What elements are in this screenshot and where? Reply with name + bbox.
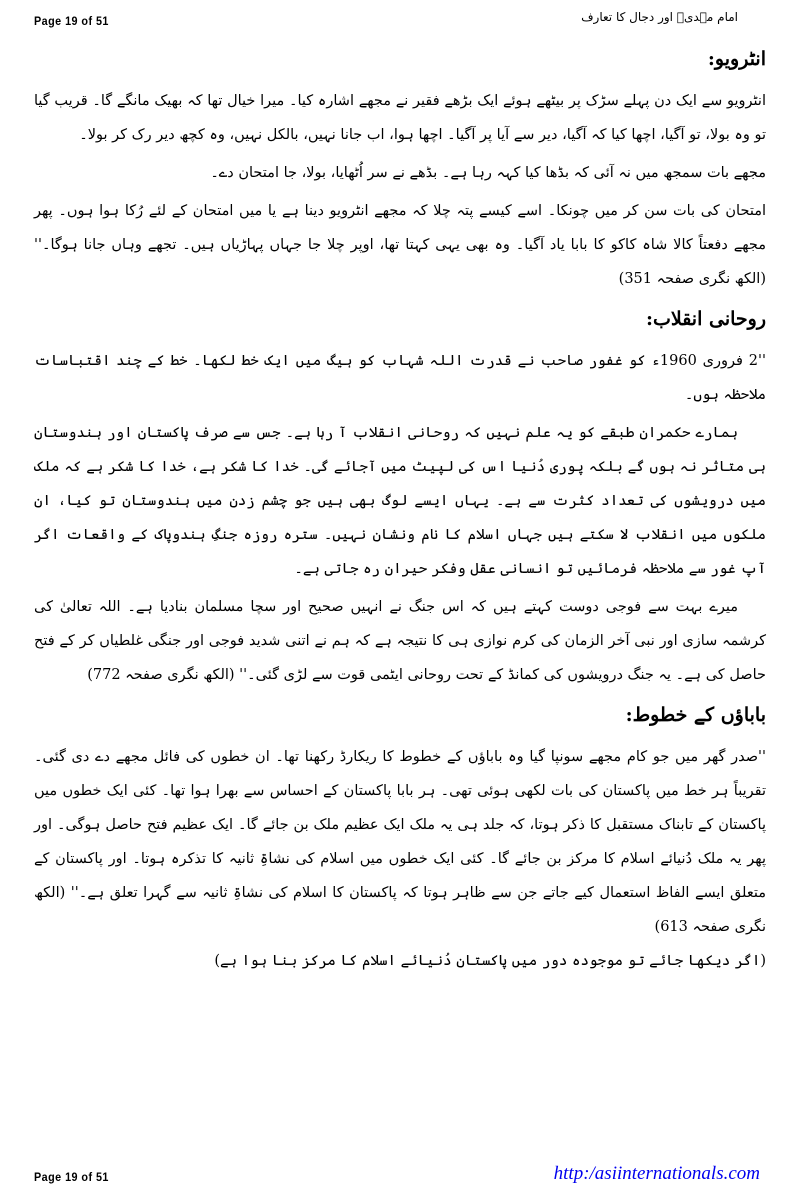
paragraph: ''2 فروری 1960ء کو غفور صاحب نے قدرت اللہ شہاب کو ہیگ میں ایک خط لکھا۔ خط کے چند اقتباسات ملاحظہ ہوں۔ — [34, 353, 766, 403]
section-heading: روحانی انقلاب: — [645, 308, 766, 330]
website-link[interactable]: http:/asiinternationals.com — [553, 1163, 760, 1184]
paragraph: انٹرویو سے ایک دن پہلے سڑک پر بیٹھے ہوئے ایک بڑھے فقیر نے مجھے اشارہ کیا۔ میرا خیال تھا کہ بھیک مانگے گا۔ قریب گیا تو وہ بولا، تو آگیا، اچھا کیا کہ آگیا، دیر سے آیا پر آگیا۔ اچھا ہوا، اب جانا نہیں، بالکل نہیں، وہ کچھ دیر رک کر بولا۔ — [34, 93, 766, 143]
section-heading: باباؤں کے خطوط: — [625, 704, 766, 726]
paragraph: ہمارے حکمران طبقے کو یہ علم نہیں کہ روحانی انقلاب آ رہا ہے۔ جس سے صرف پاکستان اور ہندوستان ہی متاثر نہ ہوں گے بلکہ پوری دُنیا اس کی لپیٹ میں آجائے گی۔ خدا کا شکر ہے، خدا کا شکر ہے کہ ملک میں درویشوں کی تعداد کثرت سے ہے۔ یہاں ایسے لوگ بھی ہیں جو چشم زدن میں ہندوستان تو کیا، ان ملکوں میں انقلاب لا سکتے ہیں جہاں اسلام کا نام ونشان نہیں۔ سترہ روزہ جنگِ ہندوپاک کے واقعات اگر آپ غور سے ملاحظہ فرمائیں تو انسانی عقل وفکر حیران رہ جاتی ہے۔ — [34, 425, 766, 577]
paragraph: ''صدر گھر میں جو کام مجھے سونپا گیا وہ باباؤں کے خطوط کا ریکارڈ رکھنا تھا۔ ان خطوں کی فائل مجھے دے دی گئی۔ تقریباً ہر خط میں پاکستان کی بات لکھی ہوئی تھی۔ ہر بابا پاکستان کے احساس سے بھرا ہوا تھا۔ کئی ایک خطوں میں پاکستان کے تابناک مستقبل کا ذکر ہوتا، کہ جلد ہی یہ ملک ایک عظیم ملک بن جائے گا۔ ایک عظیم فتح حاصل ہوگی۔ اور پھر یہ ملک دُنیائے اسلام کا مرکز بن جائے گا۔ کئی ایک خطوں میں اسلام کی نشاۃِ ثانیہ کا تذکرہ ہوتا۔ اور پاکستان کے متعلق ایسے الفاظ استعمال کیے جاتے جن سے ظاہر ہوتا کہ پاکستان کا اسلام کی نشاۃِ ثانیہ سے گہرا تعلق ہے۔'' (الکھ نگری صفحہ 613) — [34, 749, 767, 935]
document-body — [34, 42, 766, 974]
section-heading: انٹرویو: — [707, 48, 766, 70]
book-title: امام مہدیؑ اور دجال کا تعارف — [581, 10, 738, 24]
page-number-header: Page 19 of 51 — [34, 14, 109, 28]
paragraph: مجھے بات سمجھ میں نہ آئی کہ بڈھا کیا کہہ رہا ہے۔ بڈھے نے سر اُٹھایا، بولا، جا امتحان دے۔ — [210, 165, 766, 181]
section-interview — [34, 42, 766, 296]
paragraph: امتحان کی بات سن کر میں چونکا۔ اسے کیسے پتہ چلا کہ مجھے انٹرویو دینا ہے یا میں امتحان کے لئے رُکا ہوا ہوں۔ پھر مجھے دفعتاً کالا شاہ کاکو کا بابا یاد آگیا۔ وہ بھی یہی کہتا تھا، اوپر چلا جا جہاں پہاڑیاں ہیں۔ تجھے وہاں جانا ہوگا۔'' (الکھ نگری صفحہ 351) — [34, 203, 766, 287]
section-spiritual-revolution — [34, 302, 766, 692]
section-babas-letters — [34, 698, 766, 974]
paragraph-note: (اگر دیکھا جائے تو موجودہ دور میں پاکستان دُنیائے اسلام کا مرکز بنا ہوا ہے) — [214, 953, 766, 969]
paragraph: میرے بہت سے فوجی دوست کہتے ہیں کہ اس جنگ نے انہیں صحیح اور سچا مسلمان بنادیا ہے۔ اللہ تعالیٰ کی کرشمہ سازی اور نبی آخر الزمان کی کرم نوازی ہی کا نتیجہ ہے کہ ہم نے اتنی شدید فوجی اور جنگی غلطیاں کر کے فتح حاصل کی ہے۔ یہ جنگ درویشوں کی کمانڈ کے تحت روحانی ایٹمی قوت سے لڑی گئی۔'' (الکھ نگری صفحہ 772) — [34, 599, 766, 683]
page-number-footer: Page 19 of 51 — [34, 1170, 109, 1184]
